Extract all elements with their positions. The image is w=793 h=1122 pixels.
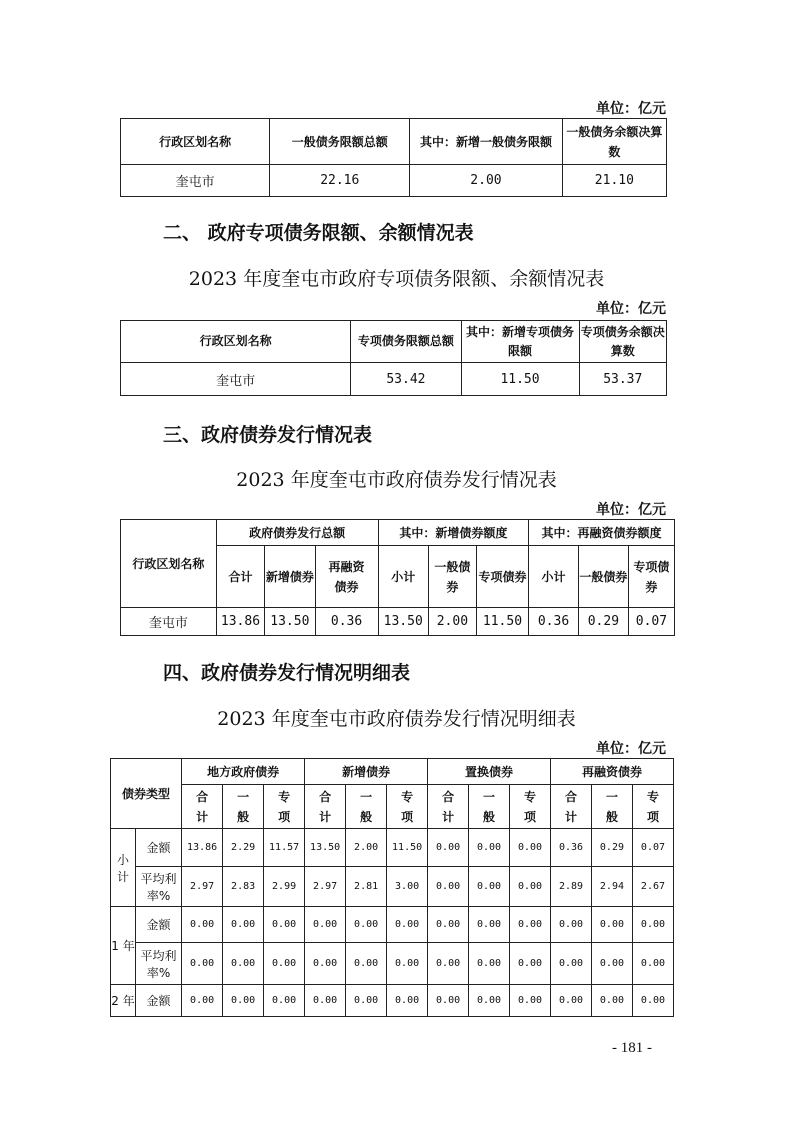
t4-row-label: 平均利率%	[135, 867, 181, 907]
t4-cell: 2.00	[346, 829, 387, 867]
t4-cell: 0.00	[632, 943, 673, 985]
t4-cell: 0.00	[305, 943, 346, 985]
t4-cell: 0.00	[510, 867, 551, 907]
t2-cell-new-limit: 11.50	[461, 363, 579, 396]
t4-cell: 0.00	[551, 907, 592, 943]
t4-cell: 2.83	[223, 867, 264, 907]
t3-cell: 13.50	[378, 608, 428, 636]
section-3-heading: 三、政府债券发行情况表	[163, 424, 373, 446]
t4-cell: 0.00	[346, 943, 387, 985]
t4-cell: 0.00	[223, 985, 264, 1017]
t4-cell: 0.00	[591, 907, 632, 943]
t4-cell: 0.00	[469, 867, 510, 907]
t3-cell: 11.50	[476, 608, 528, 636]
t4-cell: 0.00	[510, 907, 551, 943]
t4-cell: 0.00	[510, 829, 551, 867]
section-2-heading: 二、 政府专项债务限额、余额情况表	[163, 222, 474, 244]
t4-cell: 0.00	[387, 943, 428, 985]
t4-cell: 0.00	[428, 907, 469, 943]
t1-cell-balance: 21.10	[562, 165, 666, 197]
t4-subheader: 合计	[551, 785, 592, 829]
t4-cell: 0.00	[428, 829, 469, 867]
t4-cell: 0.00	[469, 943, 510, 985]
t4-cell: 2.94	[591, 867, 632, 907]
t4-subheader: 专项	[387, 785, 428, 829]
t4-cell: 13.86	[182, 829, 223, 867]
general-debt-table	[120, 118, 667, 197]
t4-row-label: 金额	[135, 907, 181, 943]
t4-cell: 0.36	[551, 829, 592, 867]
t4-subheader: 专项	[264, 785, 305, 829]
t4-cell: 0.00	[551, 985, 592, 1017]
t3-sub-refi-general: 一般债券	[578, 546, 628, 608]
t4-group-replacement: 置换债券	[428, 759, 551, 785]
t4-subheader: 一般	[223, 785, 264, 829]
section-2-caption: 2023 年度奎屯市政府专项债务限额、余额情况表	[188, 268, 605, 290]
t1-cell-limit: 22.16	[270, 165, 410, 197]
t4-subheader: 一般	[469, 785, 510, 829]
t3-sub-refi-subtotal: 小计	[529, 546, 579, 608]
t4-cell: 0.00	[305, 907, 346, 943]
t4-cell: 3.00	[387, 867, 428, 907]
t4-group-new: 新增债券	[305, 759, 428, 785]
unit-label-1: 单位：亿元	[596, 101, 666, 117]
bond-detail-table	[110, 758, 674, 1017]
table-row	[111, 867, 674, 907]
t4-cell: 0.00	[551, 943, 592, 985]
t4-cell: 0.00	[387, 907, 428, 943]
t4-group-refi: 再融资债券	[551, 759, 674, 785]
t4-subheader: 合计	[182, 785, 223, 829]
t4-row-label: 金额	[135, 985, 181, 1017]
t2-cell-balance: 53.37	[579, 363, 666, 396]
t4-cell: 2.81	[346, 867, 387, 907]
section-4-heading: 四、政府债券发行情况明细表	[163, 662, 411, 684]
t4-cell: 0.00	[591, 943, 632, 985]
t4-cell: 0.00	[346, 907, 387, 943]
t4-cell: 0.00	[182, 907, 223, 943]
t3-group-new: 其中：新增债券额度	[378, 520, 529, 546]
table-row	[111, 985, 674, 1017]
t4-cell: 0.00	[428, 867, 469, 907]
t1-cell-region: 奎屯市	[121, 165, 270, 197]
t4-cell: 0.00	[346, 985, 387, 1017]
t4-cell: 13.50	[305, 829, 346, 867]
t1-cell-new-limit: 2.00	[410, 165, 563, 197]
t4-group-local: 地方政府债券	[182, 759, 305, 785]
t1-header-new-limit: 其中：新增一般债务限额	[410, 119, 563, 165]
t3-cell: 0.36	[315, 608, 378, 636]
t2-cell-region: 奎屯市	[121, 363, 351, 396]
t4-cell: 2.99	[264, 867, 305, 907]
t4-row-label: 金额	[135, 829, 181, 867]
t4-cell: 2.67	[632, 867, 673, 907]
page-number: - 181 -	[612, 1040, 652, 1056]
t4-cell: 0.00	[223, 943, 264, 985]
t1-header-limit: 一般债务限额总额	[270, 119, 410, 165]
t3-header-region: 行政区划名称	[121, 520, 217, 608]
t4-cell: 0.00	[469, 907, 510, 943]
t3-sub-refi-special: 专项债券	[628, 546, 674, 608]
t4-cell: 0.00	[264, 907, 305, 943]
t4-cell: 0.00	[223, 907, 264, 943]
t4-cell: 2.89	[551, 867, 592, 907]
t4-row-label: 平均利率%	[135, 943, 181, 985]
t4-cell: 0.00	[510, 943, 551, 985]
section-3-caption: 2023 年度奎屯市政府债券发行情况表	[236, 469, 557, 491]
t4-subheader: 专项	[510, 785, 551, 829]
t4-cell: 0.00	[182, 943, 223, 985]
t4-row-group: 1 年	[111, 907, 136, 985]
t3-sub-refi-bonds: 再融资债券	[315, 546, 378, 608]
t2-header-limit: 专项债务限额总额	[351, 321, 461, 363]
t3-sub-total: 合计	[216, 546, 264, 608]
t4-cell: 0.00	[510, 985, 551, 1017]
t4-row-group: 2 年	[111, 985, 136, 1017]
table-row	[111, 829, 674, 867]
t4-cell: 0.00	[632, 907, 673, 943]
t4-subheader: 专项	[632, 785, 673, 829]
t4-cell: 0.00	[469, 829, 510, 867]
t4-cell: 0.00	[264, 985, 305, 1017]
t3-cell-region: 奎屯市	[121, 608, 217, 636]
t2-header-region: 行政区划名称	[121, 321, 351, 363]
unit-label-2: 单位：亿元	[596, 301, 666, 317]
t4-cell: 2.97	[305, 867, 346, 907]
t3-cell: 0.07	[628, 608, 674, 636]
t4-cell: 0.07	[632, 829, 673, 867]
t4-subheader: 一般	[591, 785, 632, 829]
unit-label-4: 单位：亿元	[596, 741, 666, 757]
t3-sub-new-special: 专项债券	[476, 546, 528, 608]
t3-group-total: 政府债券发行总额	[216, 520, 378, 546]
special-debt-table	[120, 320, 667, 396]
t3-cell: 2.00	[428, 608, 476, 636]
t4-cell: 0.00	[428, 943, 469, 985]
t2-header-new-limit: 其中：新增专项债务限额	[461, 321, 579, 363]
t4-cell: 0.00	[428, 985, 469, 1017]
t3-cell: 13.86	[216, 608, 264, 636]
t3-cell: 0.36	[529, 608, 579, 636]
t4-row-group: 小计	[111, 829, 136, 907]
t4-cell: 0.00	[305, 985, 346, 1017]
t4-subheader: 合计	[305, 785, 346, 829]
t3-sub-new-subtotal: 小计	[378, 546, 428, 608]
t4-cell: 2.97	[182, 867, 223, 907]
t3-group-refi: 其中：再融资债券额度	[529, 520, 675, 546]
bond-issuance-table	[120, 519, 675, 636]
t1-header-balance: 一般债务余额决算数	[562, 119, 666, 165]
t3-sub-new-general: 一般债券	[428, 546, 476, 608]
section-4-caption: 2023 年度奎屯市政府债券发行情况明细表	[217, 708, 576, 730]
t4-subheader: 一般	[346, 785, 387, 829]
t4-cell: 0.00	[469, 985, 510, 1017]
unit-label-3: 单位：亿元	[596, 502, 666, 518]
t3-sub-new-bonds: 新增债券	[265, 546, 315, 608]
t4-cell: 0.00	[632, 985, 673, 1017]
table-row	[111, 907, 674, 943]
t4-cell: 0.00	[387, 985, 428, 1017]
t2-cell-limit: 53.42	[351, 363, 461, 396]
t4-cell: 2.29	[223, 829, 264, 867]
t3-cell: 0.29	[578, 608, 628, 636]
t3-cell: 13.50	[265, 608, 315, 636]
t2-header-balance: 专项债务余额决算数	[579, 321, 666, 363]
t4-header-type: 债券类型	[111, 759, 182, 829]
t4-cell: 0.29	[591, 829, 632, 867]
t4-subheader: 合计	[428, 785, 469, 829]
t4-cell: 0.00	[182, 985, 223, 1017]
t4-cell: 11.50	[387, 829, 428, 867]
t4-cell: 0.00	[591, 985, 632, 1017]
t4-cell: 11.57	[264, 829, 305, 867]
t1-header-region: 行政区划名称	[121, 119, 270, 165]
table-row	[111, 943, 674, 985]
t4-cell: 0.00	[264, 943, 305, 985]
